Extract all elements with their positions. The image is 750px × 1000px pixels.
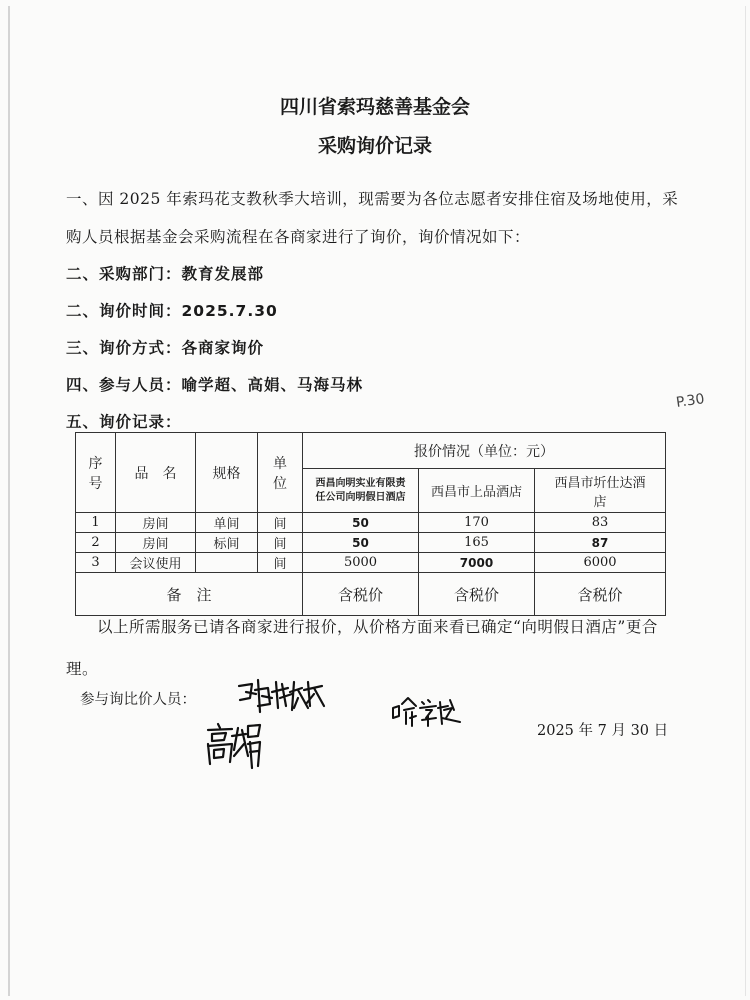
header-unit: 单位 <box>258 433 303 513</box>
handwritten-margin-note: P.30 <box>675 391 706 411</box>
row-vendor-1-price: 5000 <box>303 553 419 573</box>
signature-ma-hai-ma-lin <box>236 676 328 718</box>
remark-vendor-1: 含税价 <box>303 573 419 616</box>
header-vendor-1: 西昌向明实业有限责任公司向明假日酒店 <box>303 469 419 513</box>
time-line: 二、询价时间：2025.7.30 <box>66 302 278 320</box>
row-seq: 2 <box>76 533 116 553</box>
row-unit: 间 <box>258 533 303 553</box>
row-unit: 间 <box>258 553 303 573</box>
row-name: 房间 <box>116 513 196 533</box>
row-spec: 标间 <box>196 533 258 553</box>
row-seq: 3 <box>76 553 116 573</box>
intro-paragraph: 一、因 2025 年索玛花支教秋季大培训，现需要为各位志愿者安排住宿及场地使用，采购人员根据基金会采购流程在各商家进行了询价，询价情况如下： <box>66 190 679 246</box>
remark-vendor-3: 含税价 <box>535 573 666 616</box>
inquiry-table <box>75 432 666 616</box>
remark-vendor-2: 含税价 <box>419 573 535 616</box>
method-line: 三、询价方式：各商家询价 <box>66 339 265 357</box>
header-name: 品 名 <box>116 433 196 513</box>
row-spec <box>196 553 258 573</box>
row-vendor-2-price: 170 <box>419 513 535 533</box>
row-vendor-1-price: 50 <box>303 533 419 553</box>
signature-gao-juan <box>204 722 264 772</box>
dept-line: 二、采购部门：教育发展部 <box>66 265 265 283</box>
row-vendor-2-price: 7000 <box>419 553 535 573</box>
document-title: 采购询价记录 <box>317 135 432 157</box>
row-vendor-2-price: 165 <box>419 533 535 553</box>
header-seq: 序号 <box>76 433 116 513</box>
org-title: 四川省索玛慈善基金会 <box>279 96 470 118</box>
table-row <box>76 553 666 573</box>
header-vendor-3: 西昌市圻仕达酒店 <box>535 469 666 513</box>
table-header-row <box>76 433 666 469</box>
row-vendor-1-price: 50 <box>303 513 419 533</box>
people-line: 四、参与人员：喻学超、高娟、马海马林 <box>66 376 364 394</box>
records-line: 五、询价记录： <box>66 413 182 431</box>
header-quote: 报价情况（单位：元） <box>303 433 666 469</box>
row-seq: 1 <box>76 513 116 533</box>
row-name: 会议使用 <box>116 553 196 573</box>
signature-yu-xue-chao <box>390 696 464 730</box>
closing-paragraph: 以上所需服务已请各商家进行报价，从价格方面来看已确定“向明假日酒店”更合理。 <box>66 618 658 678</box>
document-date: 2025 年 7 月 30 日 <box>537 723 669 739</box>
header-spec: 规格 <box>196 433 258 513</box>
row-name: 房间 <box>116 533 196 553</box>
row-unit: 间 <box>258 513 303 533</box>
row-spec: 单间 <box>196 513 258 533</box>
row-vendor-3-price: 87 <box>535 533 666 553</box>
header-vendor-2: 西昌市上品酒店 <box>419 469 535 513</box>
table-row <box>76 533 666 553</box>
row-vendor-3-price: 6000 <box>535 553 666 573</box>
row-vendor-3-price: 83 <box>535 513 666 533</box>
participants-label: 参与询比价人员： <box>80 692 196 708</box>
table-row <box>76 513 666 533</box>
remark-label: 备 注 <box>76 573 303 616</box>
